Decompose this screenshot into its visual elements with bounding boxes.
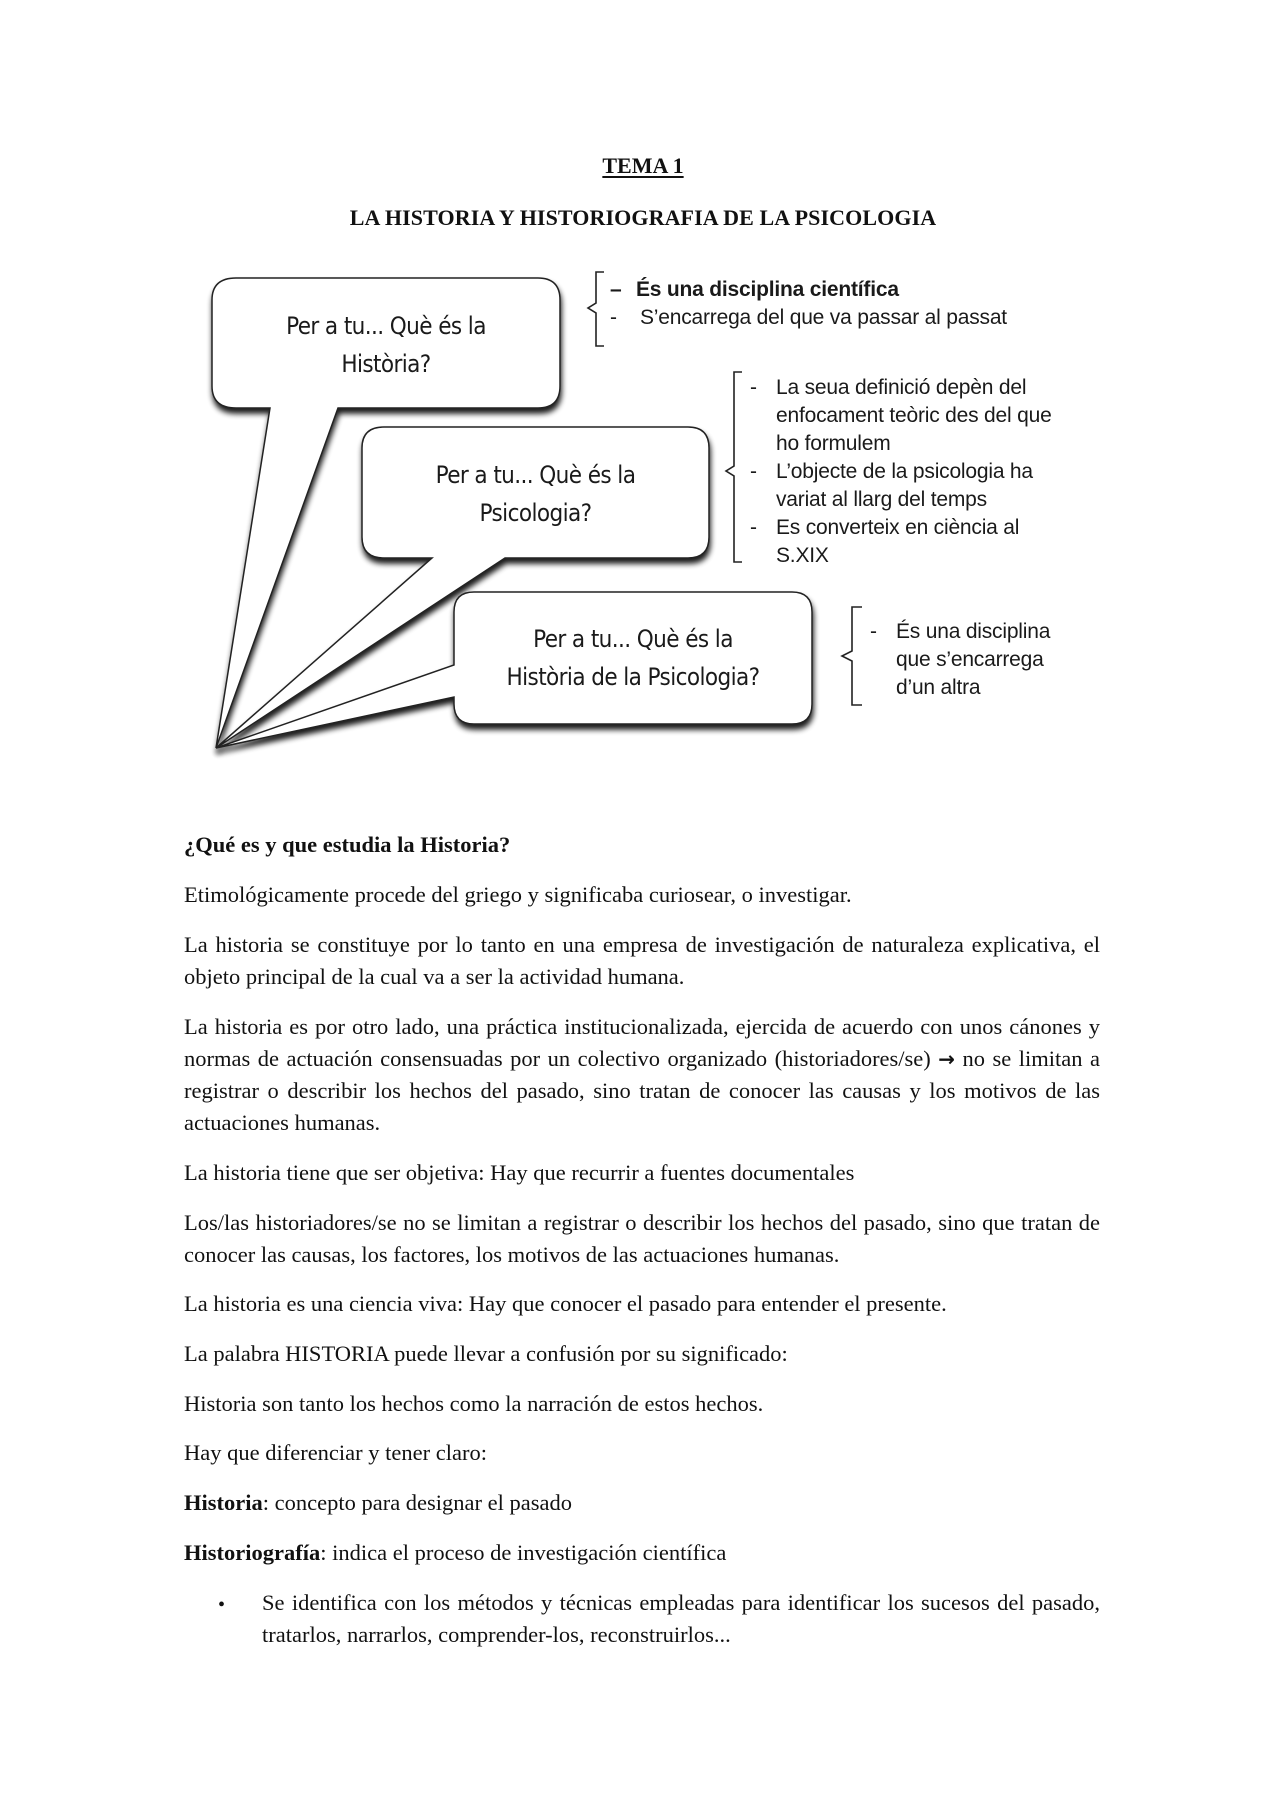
note-item: enfocament teòric des del que: [776, 404, 1052, 427]
paragraph: La historia es por otro lado, una práctica institucionalizada, ejercida de acuerdo con unos cánones y normas de actuación consensuadas por un colectivo organizado (historiadores/se) → no se limitan a registrar o describir los hechos del pasado, sino tratan de conocer las causas y los motivos de las actuaciones humanas.: [184, 1014, 1101, 1135]
note-item: - S’encarrega del que va passar al passat: [610, 306, 1007, 329]
bullet-item: Se identifica con los métodos y técnicas empleadas para identificar los sucesos del pasado, tratarlos, narrarlos, comprender-los, reconstruirlos...: [262, 1590, 1100, 1647]
note-item: - L’objecte de la psicologia ha: [750, 460, 1033, 483]
note-item: - Es converteix en ciència al: [750, 516, 1020, 539]
definition-historia: Historia: concepto para designar el pasado: [184, 1490, 572, 1515]
document-subtitle: LA HISTORIA Y HISTORIOGRAFIA DE LA PSICOLOGIA: [349, 205, 937, 230]
note-item: - És una disciplina: [870, 620, 1051, 643]
term: Historiografía: [184, 1540, 321, 1565]
arrow-right-icon: →: [938, 1047, 956, 1071]
note-item: variat al llarg del temps: [776, 488, 987, 511]
paragraph: La historia es una ciencia viva: Hay que conocer el pasado para entender el presente.: [184, 1291, 947, 1316]
note-item: S.XIX: [776, 544, 829, 567]
paragraph: Etimológicamente procede del griego y significaba curiosear, o investigar.: [184, 882, 852, 907]
note-item: – És una disciplina científica: [610, 278, 899, 301]
note-item: d’un altra: [896, 676, 981, 699]
document-title: TEMA 1: [602, 153, 684, 178]
term: Historia: [184, 1490, 263, 1515]
section-heading: ¿Qué es y que estudia la Historia?: [184, 832, 511, 857]
paragraph: La historia se constituye por lo tanto en una empresa de investigación de naturaleza explicativa, el objeto principal de la cual va a ser la actividad humana.: [184, 932, 1100, 989]
paragraph: Hay que diferenciar y tener claro:: [184, 1440, 487, 1465]
bubble-historia-text: Per a tu... Què és la Història?: [286, 312, 486, 378]
note-item: ho formulem: [776, 432, 891, 455]
definition-historiografia: Historiografía: indica el proceso de investigación científica: [184, 1540, 727, 1565]
paragraph: La palabra HISTORIA puede llevar a confusión por su significado:: [184, 1341, 788, 1366]
paragraph: La historia tiene que ser objetiva: Hay que recurrir a fuentes documentales: [184, 1160, 855, 1185]
bullet-icon: •: [218, 1594, 226, 1616]
bubble-historia-psicologia-text: Per a tu... Què és la Història de la Psicologia?: [506, 625, 760, 691]
note-item: que s’encarrega: [896, 648, 1044, 671]
paragraph: Los/las historiadores/se no se limitan a registrar o describir los hechos del pasado, sino que tratan de conocer las causas, los factores, los motivos de las actuaciones humanas.: [184, 1210, 1100, 1267]
paragraph: Historia son tanto los hechos como la narración de estos hechos.: [184, 1391, 764, 1416]
bubble-psicologia-text: Per a tu... Què és la Psicologia?: [435, 461, 636, 527]
note-item: - La seua definició depèn del: [750, 376, 1027, 399]
